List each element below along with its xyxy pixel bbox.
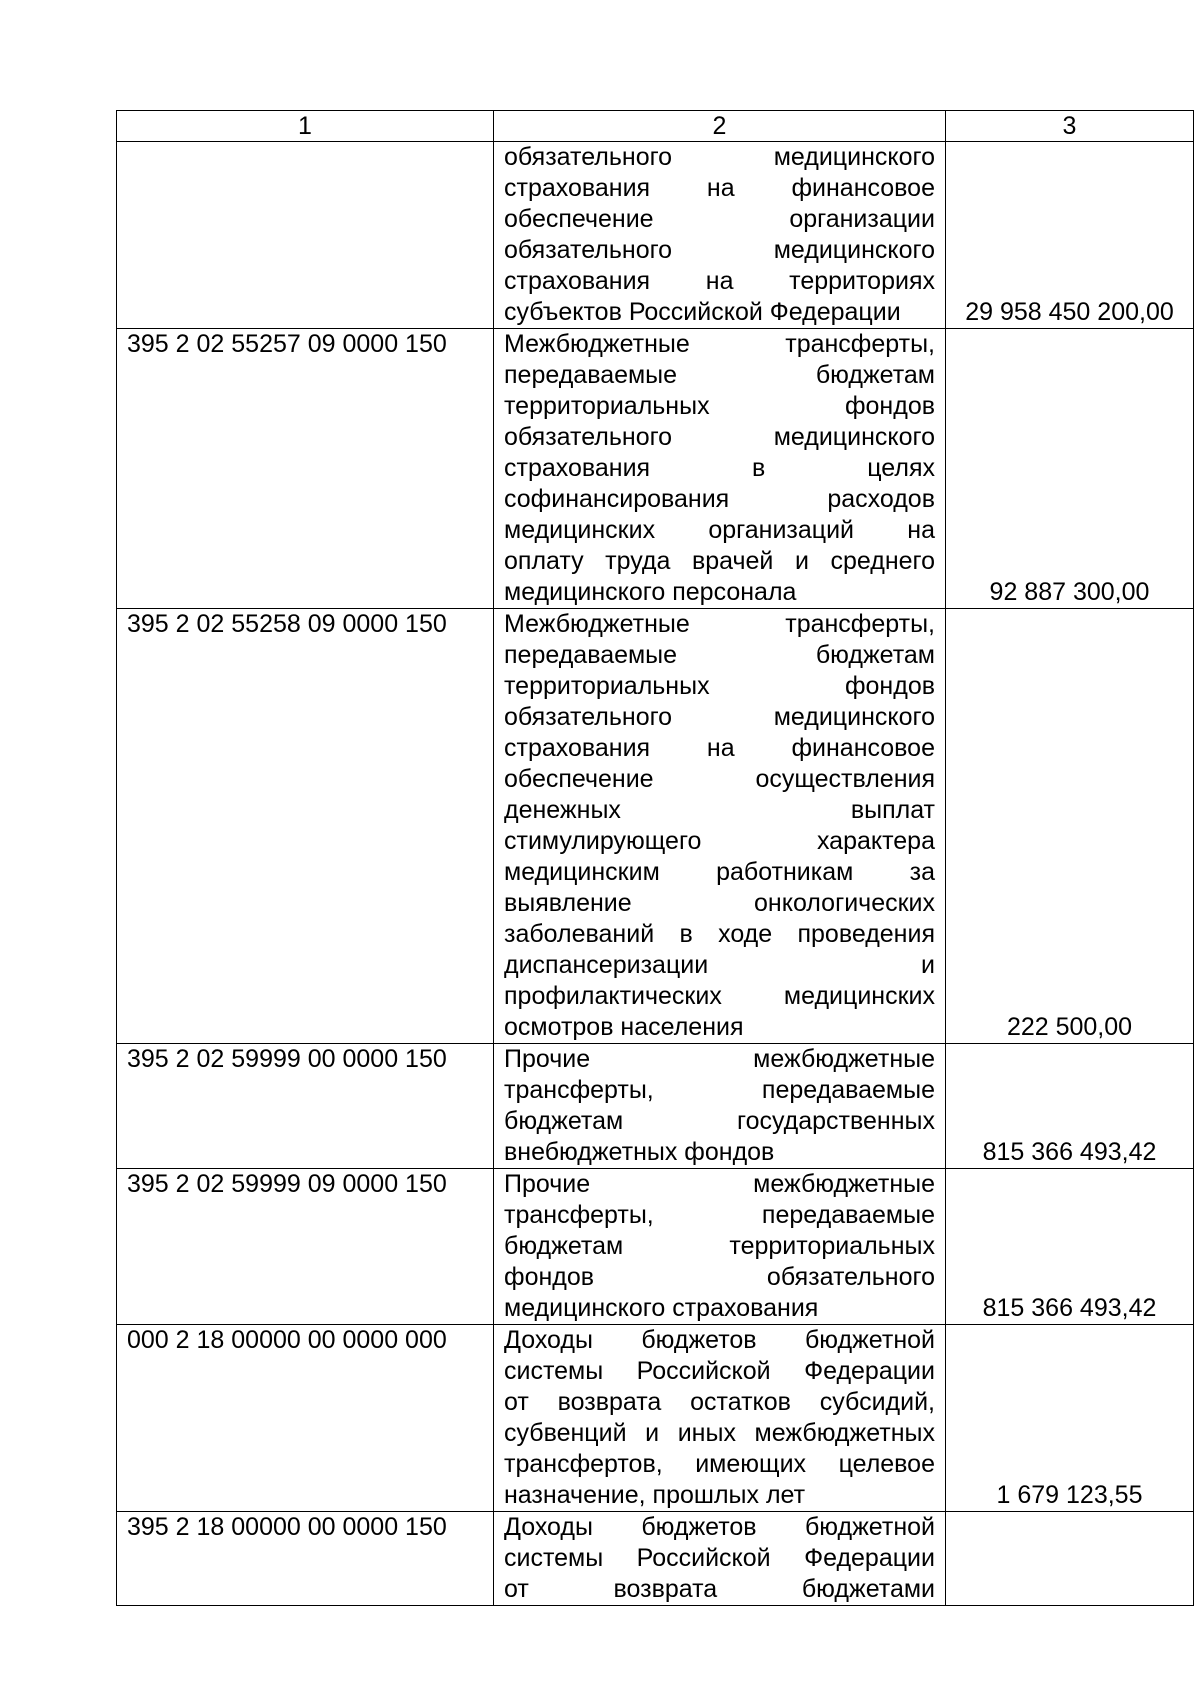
description-line: системы Российской Федерации [504,1544,935,1572]
table-header-row [117,111,1194,142]
description-line: софинансирования расходов [504,485,935,513]
table-row [117,1512,1194,1606]
description-line: субвенций и иных межбюджетных [504,1419,935,1447]
column-number-1: 1 [117,111,494,142]
description-cell [494,1169,946,1325]
description-line: медицинским работникам за [504,858,935,886]
description-line: диспансеризации и [504,951,935,979]
description-line: от возврата бюджетами [504,1575,935,1603]
description-line: обязательного медицинского [504,423,935,451]
table-body [117,111,1194,1606]
description-line: стимулирующего характера [504,827,935,855]
table-row [117,1325,1194,1512]
description-line: денежных выплат [504,796,935,824]
description-line: Межбюджетные трансферты, [504,330,935,358]
table-row [117,142,1194,329]
description-line: территориальных фондов [504,392,935,420]
description-line: осмотров населения [504,1013,744,1041]
description-line: передаваемые бюджетам [504,641,935,669]
description-line: выявление онкологических [504,889,935,917]
budget-code-cell: 000 2 18 00000 00 0000 000 [117,1325,494,1512]
description-line: Прочие межбюджетные [504,1170,935,1198]
amount-cell: 92 887 300,00 [946,329,1194,609]
description-line: Прочие межбюджетные [504,1045,935,1073]
table-row [117,329,1194,609]
description-line: субъектов Российской Федерации [504,298,901,326]
description-line: Доходы бюджетов бюджетной [504,1326,935,1354]
table-row [117,1044,1194,1169]
description-line: бюджетам государственных [504,1107,935,1135]
description-line: назначение, прошлых лет [504,1481,806,1509]
description-line: профилактических медицинских [504,982,935,1010]
description-line: Межбюджетные трансферты, [504,610,935,638]
description-cell [494,1044,946,1169]
budget-code-cell: 395 2 02 55258 09 0000 150 [117,609,494,1044]
column-number-3: 3 [946,111,1194,142]
description-line: оплату труда врачей и среднего [504,547,935,575]
budget-code-cell: 395 2 02 55257 09 0000 150 [117,329,494,609]
description-cell [494,609,946,1044]
description-line: бюджетам территориальных [504,1232,935,1260]
amount-cell [946,1512,1194,1606]
amount-cell: 222 500,00 [946,609,1194,1044]
description-line: системы Российской Федерации [504,1357,935,1385]
description-line: трансфертов, имеющих целевое [504,1450,935,1478]
description-line: медицинского страхования [504,1294,819,1322]
amount-cell: 815 366 493,42 [946,1169,1194,1325]
description-line: страхования на финансовое [504,174,935,202]
budget-code-cell: 395 2 18 00000 00 0000 150 [117,1512,494,1606]
description-line: Доходы бюджетов бюджетной [504,1513,935,1541]
amount-cell: 1 679 123,55 [946,1325,1194,1512]
description-line: заболеваний в ходе проведения [504,920,935,948]
budget-code-cell: 395 2 02 59999 09 0000 150 [117,1169,494,1325]
description-line: медицинских организаций на [504,516,935,544]
table-row [117,1169,1194,1325]
description-line: трансферты, передаваемые [504,1201,935,1229]
budget-table [116,110,1194,1606]
description-line: обязательного медицинского [504,236,935,264]
description-line: от возврата остатков субсидий, [504,1388,935,1416]
budget-code-cell [117,142,494,329]
amount-cell: 815 366 493,42 [946,1044,1194,1169]
description-line: трансферты, передаваемые [504,1076,935,1104]
description-line: передаваемые бюджетам [504,361,935,389]
description-cell [494,142,946,329]
description-cell [494,329,946,609]
description-line: страхования на территориях [504,267,935,295]
description-line: обязательного медицинского [504,143,935,171]
description-line: внебюджетных фондов [504,1138,775,1166]
description-line: страхования на финансовое [504,734,935,762]
description-line: фондов обязательного [504,1263,935,1291]
description-line: территориальных фондов [504,672,935,700]
description-cell [494,1512,946,1606]
description-line: медицинского персонала [504,578,797,606]
description-line: обязательного медицинского [504,703,935,731]
description-line: обеспечение организации [504,205,935,233]
description-line: обеспечение осуществления [504,765,935,793]
budget-code-cell: 395 2 02 59999 00 0000 150 [117,1044,494,1169]
column-number-2: 2 [494,111,946,142]
table-row [117,609,1194,1044]
amount-cell: 29 958 450 200,00 [946,142,1194,329]
description-cell [494,1325,946,1512]
description-line: страхования в целях [504,454,935,482]
